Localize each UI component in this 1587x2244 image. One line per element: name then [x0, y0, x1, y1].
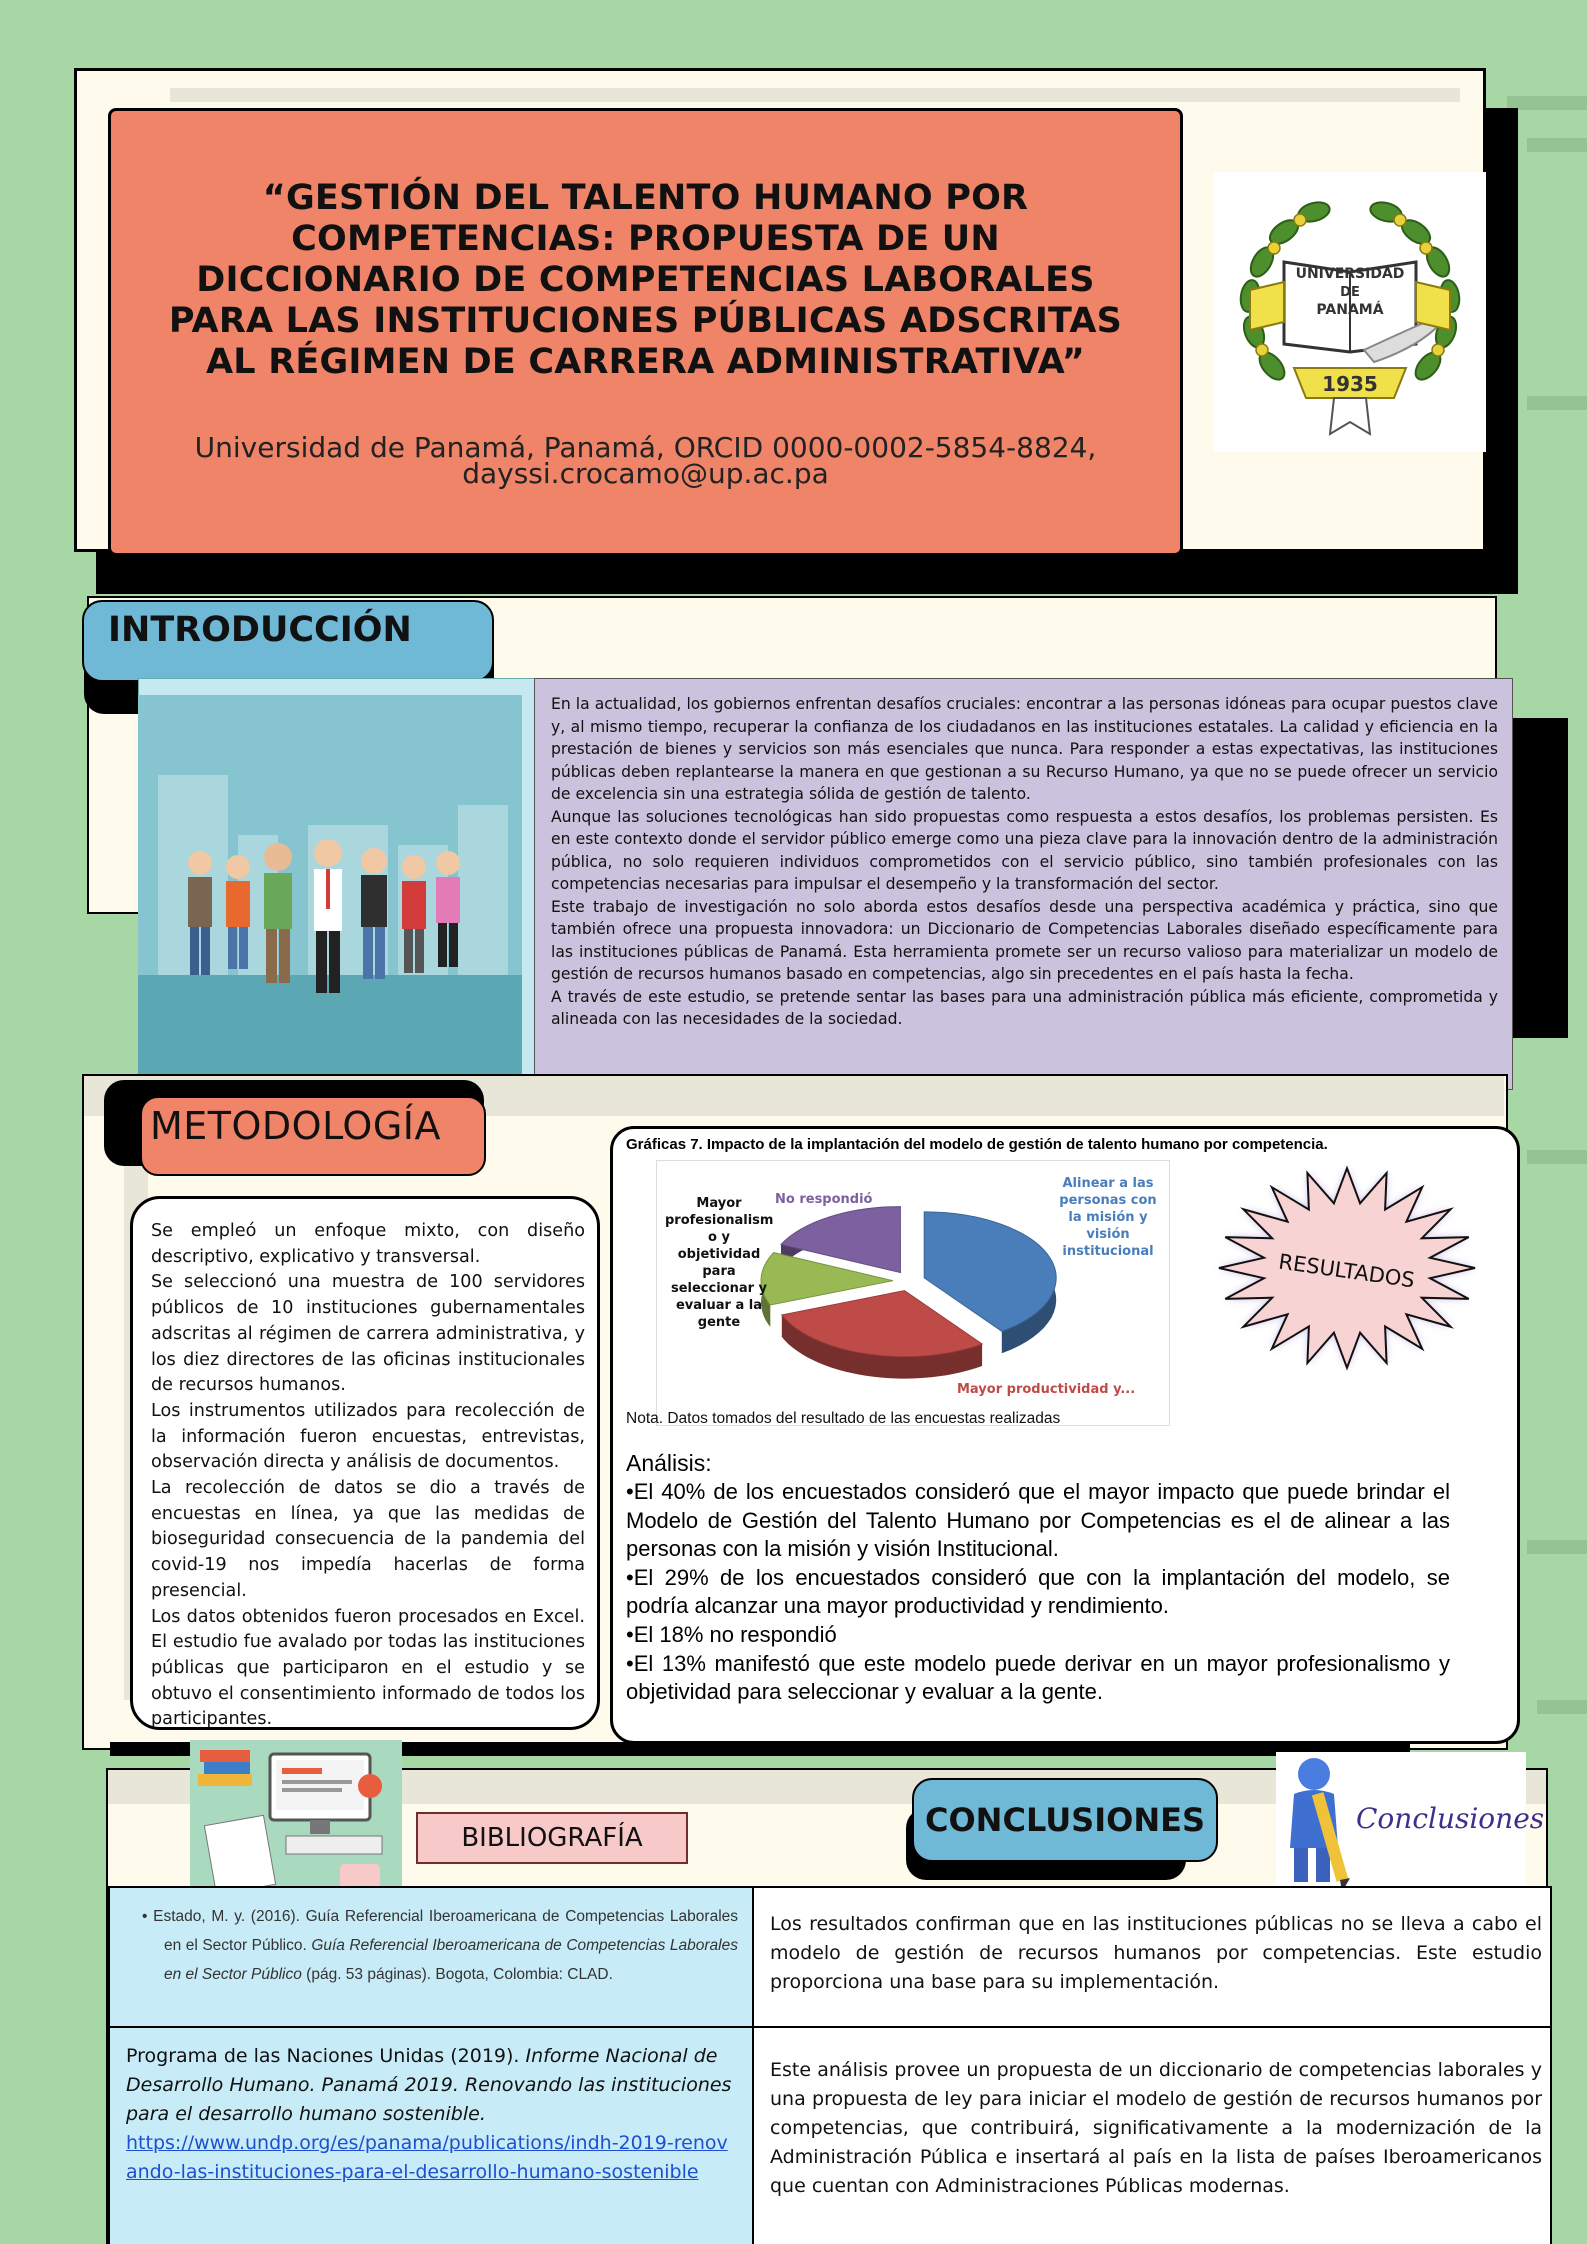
decor-stripe	[1527, 1150, 1587, 1164]
decor-stripe	[1537, 1700, 1587, 1714]
chart-label-no-respondio: No respondió	[775, 1192, 873, 1207]
public-servants-illustration	[138, 695, 522, 1077]
analysis-item: •El 29% de los encuestados consideró que con la implantación del modelo, se podría alcanzar una mayor productividad y rendimiento.	[626, 1564, 1450, 1619]
university-logo	[1214, 172, 1486, 452]
svg-text:1935: 1935	[1322, 372, 1378, 396]
metodologia-paragraph: Se empleó un enfoque mixto, con diseño descriptivo, explicativo y transversal.	[151, 1221, 585, 1267]
metodologia-section-tab	[140, 1096, 486, 1176]
conclusiones-illustration	[1276, 1752, 1545, 1892]
metodologia-paragraph: Los instrumentos utilizados para recolección de la información fueron encuestas, entrevistas, observación directa y análisis de documentos.	[151, 1400, 585, 1473]
pie-slice	[924, 1212, 1056, 1331]
intro-paragraph: Aunque las soluciones tecnológicas han sido propuestas como respuesta a estos desafíos, los problemas persisten. Es en este contexto donde el servidor público emerge como una pieza clave para la innovación dentro de la administración pública, no solo requieren individuos comprometidos con el servicio público, sino también profesionales con las competencias necesarias para impulsar el desempeño y la transformación del sector.	[551, 807, 1498, 893]
header-inner-shadow	[170, 88, 1460, 102]
intro-paragraph: Este trabajo de investigación no solo aborda estos desafíos desde una perspectiva académica y práctica, sino que también ofrece una propuesta innovadora: un Diccionario de Competencias Laborales diseñado específicamente para las instituciones públicas de Panamá. Esta herramienta promete ser un recurso valioso para materializar un modelo de gestión de recursos humanos basado en competencias, algo sin precedentes en el país hasta la fecha.	[551, 897, 1498, 983]
undp-report-link[interactable]: https://www.undp.org/es/panama/publications/indh-2019-renovando-las-instituciones-para-el-desarrollo-humano-sostenible	[126, 2132, 728, 2183]
university-seal-icon	[1214, 172, 1486, 452]
pie-chart	[656, 1160, 1170, 1426]
intro-paragraph: En la actualidad, los gobiernos enfrentan desafíos cruciales: encontrar a las personas idóneas para ocupar puestos clave y, al mismo tiempo, recuperar la confianza de los ciudadanos en las instituciones estatales. La calidad y eficiencia en la prestación de bienes y servicios son más esenciales que nunca. Para responder a estas expectativas, las instituciones públicas deben replantearse la manera en que gestionan a su Recurso Humano, ya que no se puede ofrecer un servicio de excelencia sin una estrategia sólida de gestión de talento.	[551, 695, 1498, 803]
resultados-burst	[1202, 1160, 1492, 1376]
decor-stripe	[1527, 1540, 1587, 1554]
intro-title: INTRODUCCIÓN	[108, 610, 412, 650]
intro-paragraph: A través de este estudio, se pretende sentar las bases para una administración pública más eficiente, comprometida y alineada con las necesidades de la sociedad.	[551, 987, 1498, 1028]
bibliography-ref-2: Programa de las Naciones Unidas (2019). Informe Nacional de Desarrollo Humano. Panamá 2019. Renovando las instituciones para el desarrollo humano sostenible. https://www.undp.org/es/panama/publications/indh-2019-renovando-las-instituciones-para-el-desarrollo-humano-sostenible	[108, 2026, 754, 2244]
metodologia-paragraph: Se seleccionó una muestra de 100 servidores públicos de 10 instituciones gubernamentales adscritas al régimen de carrera administrativa, y los diez directores de las oficinas institucionales de recursos humanos.	[151, 1272, 585, 1396]
books-illustration	[190, 1740, 402, 1900]
chart-caption: Gráficas 7. Impacto de la implantación del modelo de gestión de talento humano por competencia.	[626, 1136, 1328, 1153]
svg-text:RESULTADOS: RESULTADOS	[1277, 1249, 1417, 1293]
conclusiones-image-text: Conclusiones	[1356, 1802, 1545, 1835]
bibliografia-label: BIBLIOGRAFÍA	[416, 1812, 688, 1864]
analysis-title: Análisis:	[626, 1450, 712, 1476]
svg-text:DE: DE	[1340, 285, 1360, 300]
poster-title: “GESTIÓN DEL TALENTO HUMANO POR COMPETENCIAS: PROPUESTA DE UN DICCIONARIO DE COMPETENCIAS LABORALES PARA LAS INSTITUCIONES PÚBLICAS ADSCRITAS AL RÉGIMEN DE CARRERA ADMINISTRATIVA”	[168, 177, 1123, 382]
chart-label-profesionalismo: Mayor profesionalism o y objetividad para seleccionar y evaluar a la gente	[665, 1196, 774, 1330]
metodologia-text-box	[130, 1196, 600, 1730]
conclusiones-title: CONCLUSIONES	[924, 1801, 1206, 1839]
chart-label-alinear: Alinear a las personas con la misión y visión institucional	[1059, 1176, 1157, 1259]
analysis-item: •El 18% no respondió	[626, 1621, 837, 1647]
analysis-item: •El 40% de los encuestados consideró que el mayor impacto que puede brindar el Modelo de Gestión del Talento Humano por Competencias es el de alinear a las personas con la misión y visión Institucional.	[626, 1479, 1450, 1562]
intro-section-tab	[82, 600, 494, 682]
bibliography-ref-1: • Estado, M. y. (2016). Guía Referencial Iberoamericana de Competencias Laborales en el Sector Público. Guía Referencial Iberoamericana de Competencias Laborales en el Sector Público (pág. 53 páginas). Bogota, Colombia: CLAD.	[108, 1886, 754, 2028]
decor-stripe	[1527, 138, 1587, 152]
starburst-icon	[1202, 1160, 1492, 1376]
intro-text-box	[534, 678, 1513, 1090]
metodologia-paragraph: Los datos obtenidos fueron procesados en Excel. El estudio fue avalado por todas las instituciones públicas que participaron en el estudio y se obtuvo el consentimiento informado de todos los participantes.	[151, 1606, 585, 1730]
analysis-item: •El 13% manifestó que este modelo puede derivar en un mayor profesionalismo y objetividad para seleccionar y evaluar a la gente.	[626, 1650, 1450, 1705]
svg-text:PANAMÁ: PANAMÁ	[1316, 302, 1384, 318]
svg-text:UNIVERSIDAD: UNIVERSIDAD	[1295, 266, 1405, 282]
chart-label-productividad: Mayor productividad y...	[957, 1382, 1136, 1397]
intro-shadow	[1512, 718, 1568, 1038]
metodologia-paragraph: La recolección de datos se dio a través de encuestas en línea, ya que las medidas de bioseguridad consecuencia de la pandemia del covid-19 nos impedía hacerlas de forma presencial.	[151, 1478, 585, 1601]
analysis-box	[626, 1478, 1450, 1707]
conclusion-2: Este análisis provee un propuesta de un diccionario de competencias laborales y una propuesta de ley para iniciar el modelo de gestión de recursos humanos por competencias, que contribuirá, significativamente a la modernización de la Administración Pública e insertará al país en la lista de países Iberoamericanos que cuentan con Administraciones Públicas modernas.	[752, 2026, 1552, 2244]
chart-note: Nota. Datos tomados del resultado de las encuestas realizadas	[626, 1410, 1061, 1427]
metodologia-title: METODOLOGÍA	[150, 1104, 441, 1148]
conclusion-1: Los resultados confirman que en las instituciones públicas no se lleva a cabo el modelo de gestión de recursos humanos por competencias. Este estudio proporciona una base para su implementación.	[752, 1886, 1552, 2028]
person-with-pencil-icon	[1280, 1752, 1360, 1892]
title-box	[108, 108, 1183, 556]
conclusiones-section-tab	[912, 1778, 1218, 1862]
decor-stripe	[1507, 96, 1587, 110]
author-affiliation: Universidad de Panamá, Panamá, ORCID 0000-0002-5854-8824, dayssi.crocamo@up.ac.pa	[194, 430, 1097, 490]
decor-stripe	[1527, 396, 1587, 410]
